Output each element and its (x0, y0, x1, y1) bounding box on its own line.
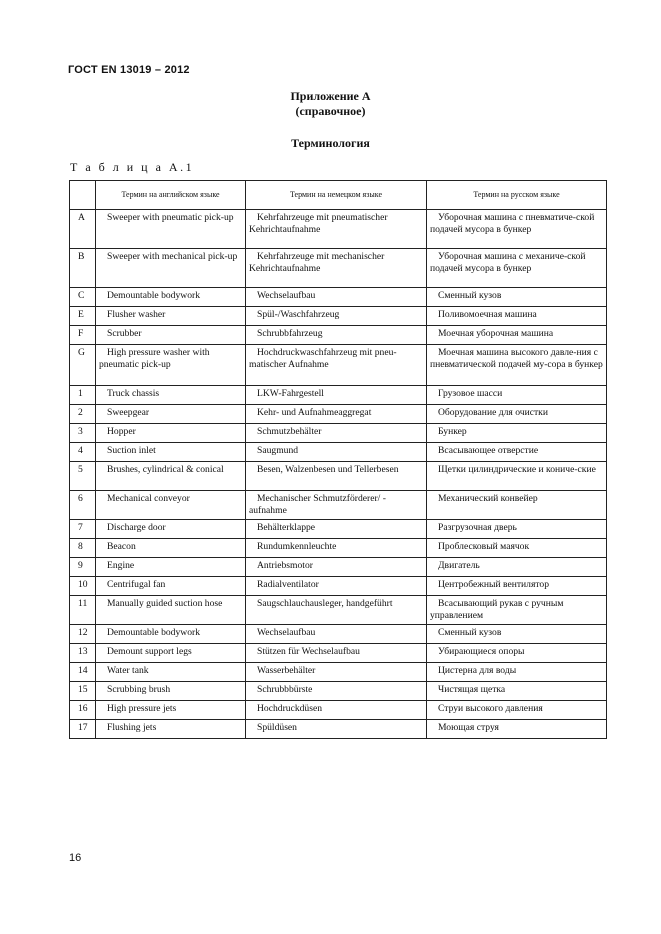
cell-russian-text: Моющая струя (438, 722, 499, 733)
cell-num-text: 8 (78, 541, 83, 552)
table-row (70, 720, 607, 739)
cell-english-text: High pressure washer with pneumatic pick-up (99, 347, 210, 370)
cell-german (246, 386, 427, 405)
cell-num-text: 5 (78, 464, 83, 475)
cell-english (96, 720, 246, 739)
cell-num-text: 15 (78, 684, 88, 695)
cell-num-text: C (78, 290, 85, 301)
cell-english (96, 443, 246, 462)
cell-english (96, 307, 246, 326)
cell-german-text: Spüldüsen (257, 722, 297, 733)
cell-num-text: B (78, 251, 85, 262)
cell-english-text: Sweeper with pneumatic pick-up (107, 212, 234, 223)
annex-heading (0, 89, 661, 119)
cell-english (96, 539, 246, 558)
table-row (70, 210, 607, 249)
cell-russian-text: Щетки цилиндрические и кониче-ские (438, 464, 596, 475)
cell-english-text: Engine (107, 560, 135, 571)
cell-num-text: 4 (78, 445, 83, 456)
cell-german (246, 326, 427, 345)
cell-english (96, 288, 246, 307)
cell-russian-text: Чистящая щетка (438, 684, 506, 695)
cell-german (246, 249, 427, 288)
cell-russian-text: Уборочная машина с пневматиче-ской подачей мусора в бункер (430, 212, 595, 235)
cell-num (70, 701, 96, 720)
cell-russian (427, 288, 607, 307)
cell-german-text: Mechanischer Schmutzförderer/ - aufnahme (249, 493, 386, 516)
cell-num (70, 386, 96, 405)
cell-russian-text: Сменный кузов (438, 627, 502, 638)
annex-type: (справочное) (295, 104, 366, 118)
cell-num-text: 2 (78, 407, 83, 418)
cell-english (96, 577, 246, 596)
table-row (70, 701, 607, 720)
cell-num (70, 405, 96, 424)
cell-russian (427, 307, 607, 326)
cell-num (70, 345, 96, 386)
cell-russian-text: Моечная уборочная машина (438, 328, 554, 339)
cell-russian-text: Бункер (438, 426, 467, 437)
cell-russian (427, 249, 607, 288)
cell-german-text: Schrubbbürste (257, 684, 313, 695)
cell-num-text: 7 (78, 522, 83, 533)
cell-german (246, 443, 427, 462)
cell-german-text: Wechselaufbau (257, 290, 316, 301)
cell-english (96, 520, 246, 539)
cell-german (246, 462, 427, 491)
cell-german-text: Stützen für Wechselaufbau (257, 646, 360, 657)
table-row (70, 443, 607, 462)
table-row (70, 405, 607, 424)
cell-german (246, 424, 427, 443)
cell-russian-text: Всасывающее отверстие (438, 445, 539, 456)
cell-num-text: 13 (78, 646, 88, 657)
cell-german-text: Kehrfahrzeuge mit pneumatischer Kehrichtaufnahme (249, 212, 388, 235)
cell-english-text: Brushes, cylindrical & conical (107, 464, 224, 475)
section-title: Терминология (291, 136, 370, 150)
page-number: 16 (69, 852, 82, 864)
cell-num-text: 6 (78, 493, 83, 504)
cell-num (70, 424, 96, 443)
table-row (70, 663, 607, 682)
cell-german (246, 720, 427, 739)
cell-english-text: Scrubbing brush (107, 684, 171, 695)
cell-num-text: 1 (78, 388, 83, 399)
cell-english (96, 663, 246, 682)
table-row (70, 558, 607, 577)
table-row (70, 520, 607, 539)
cell-english-text: Mechanical conveyor (107, 493, 190, 504)
cell-num (70, 644, 96, 663)
cell-num-text: 16 (78, 703, 88, 714)
cell-num-text: 11 (78, 598, 88, 609)
cell-num (70, 249, 96, 288)
cell-russian-text: Уборочная машина с механиче-ской подачей мусора в бункер (430, 251, 586, 274)
cell-english (96, 644, 246, 663)
cell-english-text: Demount support legs (107, 646, 192, 657)
cell-english-text: Demountable bodywork (107, 290, 200, 301)
cell-english-text: High pressure jets (107, 703, 177, 714)
cell-german (246, 539, 427, 558)
cell-english-text: Beacon (107, 541, 136, 552)
cell-english (96, 491, 246, 520)
table-row (70, 596, 607, 625)
cell-german-text: Hochdruckdüsen (257, 703, 323, 714)
cell-russian-text: Проблесковый маячок (438, 541, 530, 552)
cell-english (96, 249, 246, 288)
cell-russian (427, 596, 607, 625)
cell-russian (427, 701, 607, 720)
cell-num (70, 307, 96, 326)
cell-russian (427, 424, 607, 443)
cell-english (96, 558, 246, 577)
cell-russian-text: Убирающиеся опоры (438, 646, 525, 657)
cell-english (96, 682, 246, 701)
cell-german (246, 345, 427, 386)
table-row (70, 386, 607, 405)
cell-german (246, 644, 427, 663)
cell-num-text: E (78, 309, 84, 320)
cell-english (96, 625, 246, 644)
cell-russian (427, 644, 607, 663)
table-row (70, 644, 607, 663)
cell-russian-text: Поливомоечная машина (438, 309, 537, 320)
cell-english-text: Water tank (107, 665, 149, 676)
cell-german-text: Kehr- und Aufnahmeaggregat (257, 407, 372, 418)
cell-russian (427, 326, 607, 345)
cell-num (70, 663, 96, 682)
cell-german (246, 491, 427, 520)
cell-russian (427, 558, 607, 577)
cell-russian-text: Моечная машина высокого давле-ния с пневматической подачей му-сора в бункер (430, 347, 603, 370)
cell-num-text: 10 (78, 579, 88, 590)
cell-num-text: 9 (78, 560, 83, 571)
terminology-table (69, 180, 607, 739)
table-row (70, 326, 607, 345)
cell-russian-text: Центробежный вентилятор (438, 579, 550, 590)
cell-russian-text: Разгрузочная дверь (438, 522, 517, 533)
cell-german (246, 210, 427, 249)
cell-german (246, 625, 427, 644)
cell-num-text: G (78, 347, 85, 358)
cell-num (70, 720, 96, 739)
cell-english (96, 210, 246, 249)
cell-russian (427, 345, 607, 386)
cell-german (246, 288, 427, 307)
cell-german-text: Wechselaufbau (257, 627, 316, 638)
cell-german-text: Behälterklappe (257, 522, 316, 533)
cell-russian-text: Цистерна для воды (438, 665, 517, 676)
cell-russian-text: Грузовое шасси (438, 388, 503, 399)
standard-code: ГОСТ EN 13019 – 2012 (68, 64, 190, 76)
cell-german-text: Rundumkennleuchte (257, 541, 337, 552)
cell-german (246, 663, 427, 682)
cell-russian (427, 577, 607, 596)
cell-russian-text: Сменный кузов (438, 290, 502, 301)
cell-russian-text: Механический конвейер (438, 493, 538, 504)
table-row (70, 462, 607, 491)
cell-german-text: Hochdruckwaschfahrzeug mit pneu-matischer Aufnahme (249, 347, 397, 370)
cell-german-text: Besen, Walzenbesen und Tellerbesen (257, 464, 399, 475)
header-num (70, 181, 96, 210)
cell-german-text: LKW-Fahrgestell (257, 388, 324, 399)
cell-russian (427, 520, 607, 539)
cell-english (96, 596, 246, 625)
cell-num-text: 14 (78, 665, 88, 676)
header-german: Термин на немецком языке (246, 181, 427, 210)
cell-german (246, 558, 427, 577)
cell-english-text: Flusher washer (107, 309, 166, 320)
cell-english (96, 701, 246, 720)
cell-german-text: Wasserbehälter (257, 665, 316, 676)
cell-german-text: Schmutzbehälter (257, 426, 322, 437)
cell-english-text: Flushing jets (107, 722, 157, 733)
header-english: Термин на английском языке (96, 181, 246, 210)
cell-russian (427, 663, 607, 682)
table-row (70, 288, 607, 307)
cell-num (70, 596, 96, 625)
cell-german (246, 307, 427, 326)
cell-english-text: Sweepgear (107, 407, 150, 418)
cell-english-text: Centrifugal fan (107, 579, 166, 590)
table-row (70, 307, 607, 326)
cell-num (70, 577, 96, 596)
cell-russian (427, 539, 607, 558)
cell-num (70, 682, 96, 701)
cell-english-text: Hopper (107, 426, 136, 437)
cell-german-text: Schrubbfahrzeug (257, 328, 323, 339)
cell-num (70, 210, 96, 249)
cell-russian (427, 491, 607, 520)
cell-english (96, 326, 246, 345)
table-header-row (70, 181, 607, 210)
cell-num (70, 491, 96, 520)
table-row (70, 249, 607, 288)
cell-german (246, 682, 427, 701)
cell-german (246, 701, 427, 720)
table-row (70, 539, 607, 558)
cell-german-text: Antriebsmotor (257, 560, 313, 571)
cell-russian (427, 405, 607, 424)
annex-title: Приложение А (290, 89, 371, 103)
cell-num (70, 443, 96, 462)
cell-num (70, 326, 96, 345)
cell-russian (427, 682, 607, 701)
cell-num-text: 3 (78, 426, 83, 437)
cell-num-text: A (78, 212, 85, 223)
cell-english-text: Manually guided suction hose (107, 598, 223, 609)
table-row (70, 345, 607, 386)
cell-num (70, 520, 96, 539)
cell-german (246, 577, 427, 596)
cell-german-text: Kehrfahrzeuge mit mechanischer Kehrichtaufnahme (249, 251, 385, 274)
cell-russian (427, 625, 607, 644)
cell-english (96, 386, 246, 405)
cell-german (246, 596, 427, 625)
cell-german-text: Saugschlauchausleger, handgeführt (257, 598, 393, 609)
cell-english (96, 405, 246, 424)
cell-german-text: Spül-/Waschfahrzeug (257, 309, 340, 320)
cell-num-text: 12 (78, 627, 88, 638)
table-row (70, 577, 607, 596)
cell-english-text: Scrubber (107, 328, 142, 339)
cell-num (70, 539, 96, 558)
table-caption: Т а б л и ц а А.1 (70, 160, 195, 174)
cell-russian-text: Всасывающий рукав с ручным управлением (430, 598, 564, 621)
cell-english-text: Demountable bodywork (107, 627, 200, 638)
cell-russian (427, 386, 607, 405)
table-row (70, 625, 607, 644)
cell-english-text: Truck chassis (107, 388, 160, 399)
cell-russian-text: Струи высокого давления (438, 703, 543, 714)
cell-german (246, 520, 427, 539)
cell-russian-text: Оборудование для очистки (438, 407, 548, 418)
cell-num-text: 17 (78, 722, 88, 733)
cell-num-text: F (78, 328, 84, 339)
table-row (70, 682, 607, 701)
cell-german (246, 405, 427, 424)
cell-german-text: Radialventilator (257, 579, 319, 590)
cell-english (96, 424, 246, 443)
cell-num (70, 558, 96, 577)
cell-english-text: Suction inlet (107, 445, 156, 456)
cell-num (70, 462, 96, 491)
cell-english (96, 345, 246, 386)
cell-german-text: Saugmund (257, 445, 299, 456)
table-row (70, 491, 607, 520)
cell-num (70, 625, 96, 644)
cell-russian-text: Двигатель (438, 560, 480, 571)
cell-russian (427, 462, 607, 491)
table-row (70, 424, 607, 443)
cell-english-text: Discharge door (107, 522, 166, 533)
header-russian: Термин на русском языке (427, 181, 607, 210)
table-body (70, 210, 607, 739)
cell-english-text: Sweeper with mechanical pick-up (107, 251, 238, 262)
cell-russian (427, 720, 607, 739)
cell-russian (427, 210, 607, 249)
cell-english (96, 462, 246, 491)
cell-russian (427, 443, 607, 462)
cell-num (70, 288, 96, 307)
